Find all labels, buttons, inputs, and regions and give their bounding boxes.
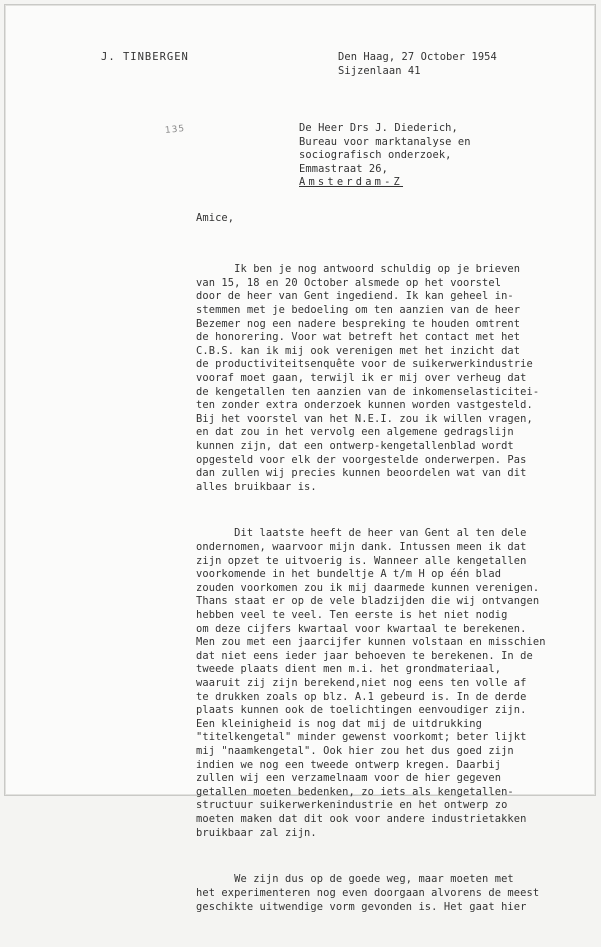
street-address: Sijzenlaan 41 xyxy=(338,64,421,77)
body-paragraph: Dit laatste heeft de heer van Gent al ten dele ondernomen, waarvoor mijn dank. Intussen meen ik dat zijn opzet te uitvoerig is. Wanneer alle kengetallen voorkomende in het bundeltje A t/m H op één blad zouden voorkomen zou ik mij daarmede kunnen verenigen. Thans staat er op de vele bladzijden die wij ontvangen hebben veel te veel. Ten eerste is het niet nodig om deze cijfers kwartaal voor kwartaal te berekenen. Men zou met een jaarcijfer kunnen volstaan en misschien dat niet eens ieder jaar behoeven te berekenen. In de tweede plaats dient men m.i. het grondmateriaal, waaruit zij zijn berekend,niet nog eens ten volle af te drukken zoals op blz. A.1 gebeurd is. In de derde plaats kunnen ook de toelichtingen eenvoudiger zijn. Een kleinigheid is nog dat mij de uitdrukking "titelkengetal" minder gewenst voorkomt; beter lijkt mij "naamkengetal". Ook hier zou het dus goed zijn indien we nog een tweede ontwerp kregen. Daarbij zullen wij een verzamelnaam voor de hier gegeven getallen moeten bedenken, zo iets als kengetallen- structuur suikerwerkenindustrie en het ontwerp zo moeten maken dat dit ook voor andere industrietakken bruikbaar zal zijn. xyxy=(196,527,546,839)
letter-page xyxy=(4,4,596,913)
recipient-block xyxy=(299,122,471,190)
pencil-annotation: 135 xyxy=(164,123,186,137)
recipient-line: sociografisch onderzoek, xyxy=(299,149,452,162)
recipient-line: Bureau voor marktanalyse en xyxy=(299,135,471,148)
recipient-line: De Heer Drs J. Diederich, xyxy=(299,122,458,134)
recipient-city: Amsterdam-Z xyxy=(299,176,404,189)
body-paragraph: Ik ben je nog antwoord schuldig op je brieven van 15, 18 en 20 October alsmede op het voorstel door de heer van Gent ingediend. Ik kan geheel in- stemmen met je bedoeling om ten aanzien van de heer Bezemer nog een nadere bespreking te houden omtrent de honorering. Voor wat betreft het contact met het C.B.S. kan ik mij ook verenigen met het inzicht dat de productiviteitsenquête voor de suikerwerkindustrie vooraf moet gaan, terwijl ik er mij over verheug dat de kengetallen ten aanzien van de inkomenselasticitei- ten zonder extra onderzoek kunnen worden vastgesteld. Bij het voorstel van het N.E.I. zou ik willen vragen, en dat zou in het vervolg een algemene gedragslijn kunnen zijn, dat een ontwerp-kengetallenblad wordt opgesteld voor elk der voorgestelde onderwerpen. Pas dan zullen wij precies kunnen beoordelen wat van dit alles bruikbaar is. xyxy=(196,263,540,493)
place-date: Den Haag, 27 October 1954 xyxy=(338,51,497,63)
letterhead-address xyxy=(338,51,497,78)
sender-name: J. TINBERGEN xyxy=(101,51,189,63)
letter-body xyxy=(196,236,546,947)
recipient-line: Emmastraat 26, xyxy=(299,162,388,175)
salutation: Amice, xyxy=(196,212,235,224)
body-paragraph: We zijn dus op de goede weg, maar moeten met het experimenteren nog even doorgaan alvorens de meest geschikte uitwendige vorm gevonden is. Het gaat hier xyxy=(196,873,540,913)
